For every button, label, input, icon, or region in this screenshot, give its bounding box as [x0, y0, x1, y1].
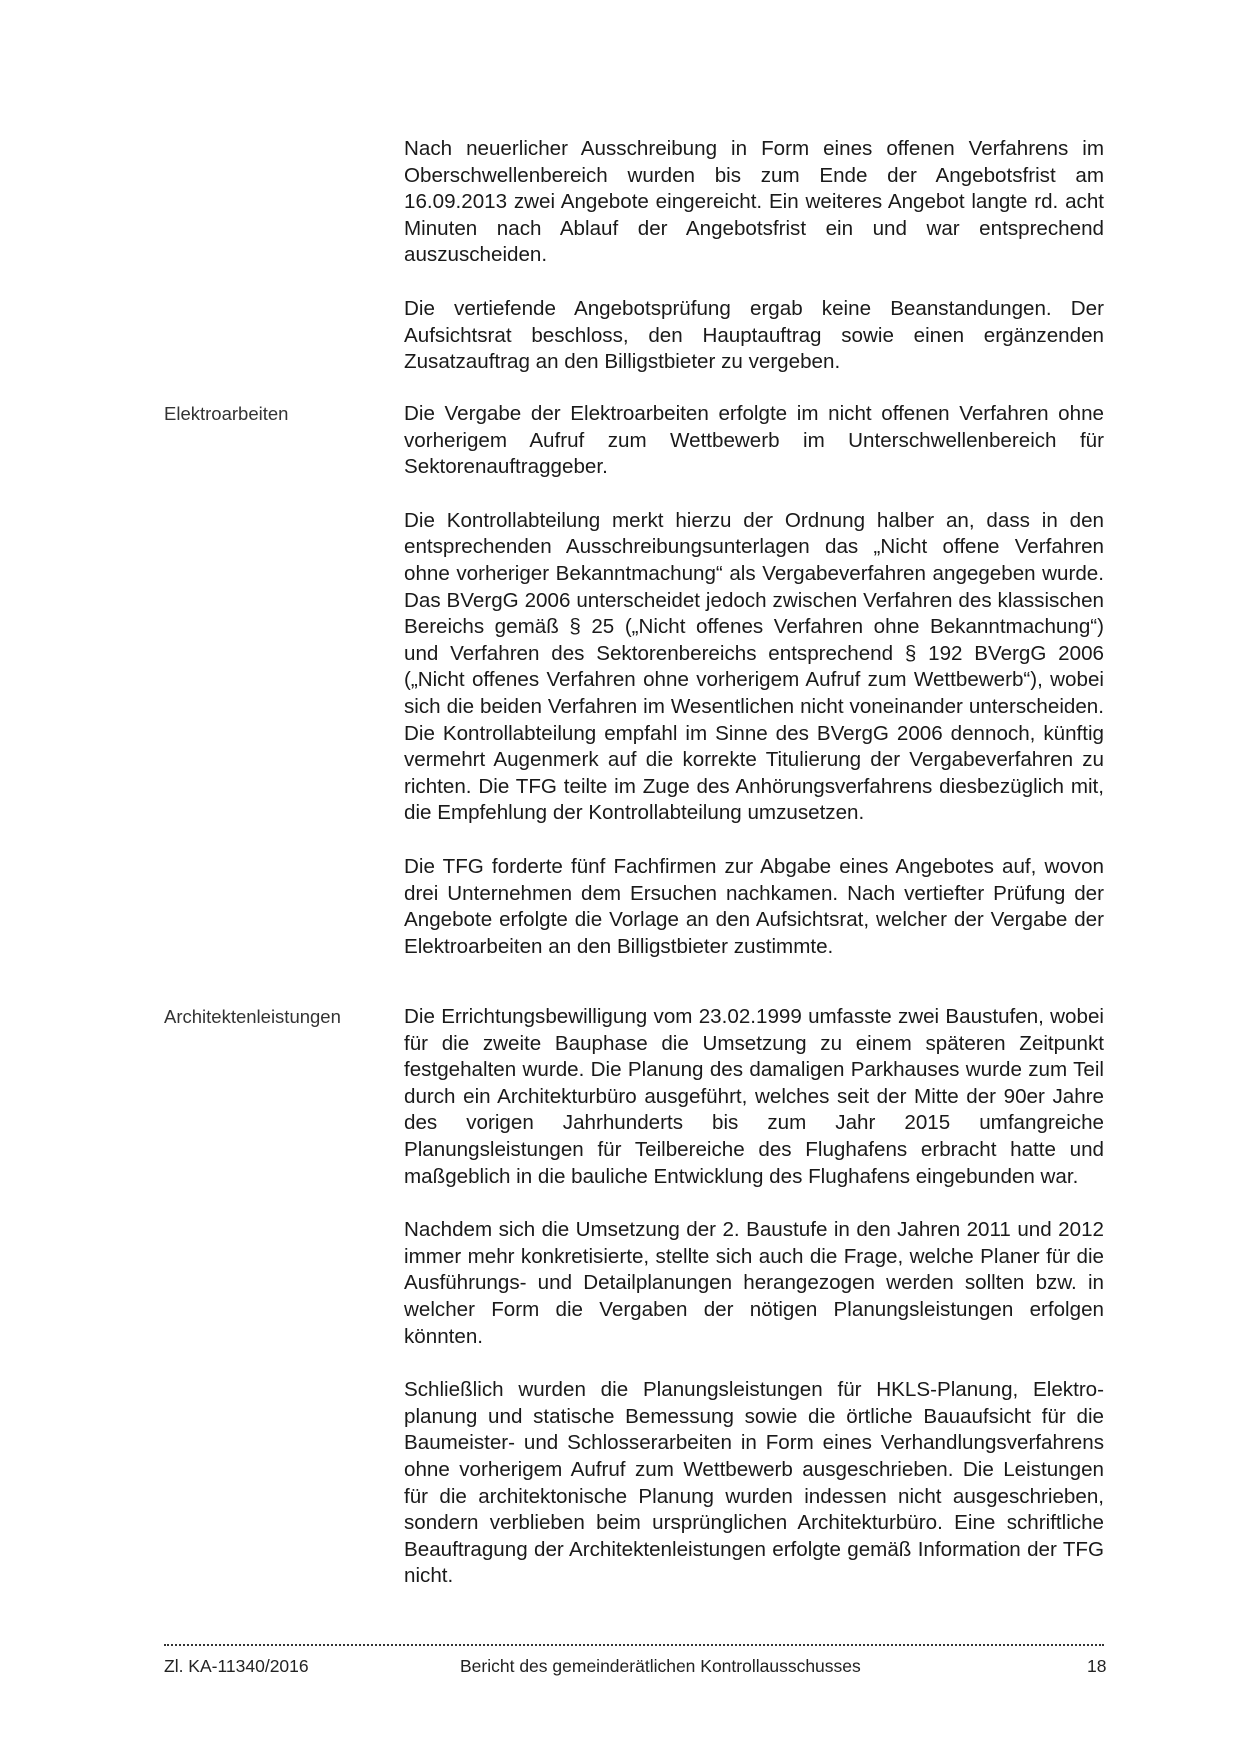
paragraph: Die TFG forderte fünf Fachfirmen zur Abgabe eines Angebotes auf, wovon drei Unternehmen dem Ersuchen nachkamen. Nach vertiefter Prüfung der Angebote erfolgte die Vorlage an den Aufsichtsrat, welcher der Vergabe der Elektroarbeiten an den Billigstbieter zustimmte.: [404, 854, 1104, 958]
paragraph: Die Errichtungsbewilligung vom 23.02.1999 umfasste zwei Baustufen, wobei für die zweite Bauphase die Umsetzung zu einem späteren Zeitpunkt festgehalten wurde. Die Planung des damaligen Parkhauses wurde zum Teil durch ein Architekturbüro ausgeführt, welches seit der Mitte der 90er Jahre des vorigen Jahrhunderts bis zum Jahr 2015 umfangreiche Planungsleistungen für Teilbereiche des Flughafens erbracht hatte und maßgeblich in die bauliche Entwicklung des Flughafens eingebunden war.: [404, 1005, 1104, 1188]
paragraph: Die Kontrollabteilung merkt hierzu der Ordnung halber an, dass in den entsprechenden Ausschreibungsunterlagen das „Nicht offene Verfahren ohne vorheriger Bekanntmachung“ als Vergabeverfahren angegeben wurde. Das BVergG 2006 unterscheidet jedoch zwischen Verfahren des klassischen Bereichs gemäß § 25 („Nicht offenes Verfahren ohne Bekanntmachung“) und Verfahren des Sektorenbereichs entsprechend § 192 BVergG 2006 („Nicht offenes Verfahren ohne vorherigem Aufruf zum Wettbewerb“), wobei sich die beiden Verfahren im Wesentlichen nicht voneinander unterscheiden. Die Kontrollabteilung empfahl im Sinne des BVergG 2006 dennoch, künftig vermehrt Augenmerk auf die korrekte Titulierung der Vergabeverfahren zu richten. Die TFG teilte im Zuge des Anhörungsverfahrens diesbezüglich mit, die Empfehlung der Kontrollabteilung umzusetzen.: [404, 508, 1104, 825]
margin-heading: Architektenleistungen: [164, 1006, 341, 1027]
footer-divider: [164, 1644, 1104, 1646]
paragraph: Schließlich wurden die Planungsleistungen für HKLS-Planung, Elektroplanung und statische Bemessung sowie die örtliche Bauaufsicht für die Baumeister- und Schlosserarbeiten in Form eines Verhandlungsverfahrens ohne vorherigem Aufruf zum Wettbewerb ausgeschrieben. Die Leistungen für die architektonische Planung wurden indessen nicht ausgeschrieben, sondern verblieben beim ursprünglichen Architekturbüro. Eine schriftliche Beauftragung der Architektenleistungen erfolgte gemäß Information der TFG nicht.: [404, 1378, 1104, 1588]
paragraph: Die Vergabe der Elektroarbeiten erfolgte im nicht offenen Verfahren ohne vorherigem Aufruf zum Wettbewerb im Unterschwellenbereich für Sektorenauftraggeber.: [404, 402, 1104, 479]
page-number: 18: [1087, 1656, 1107, 1676]
section-body: [404, 136, 1104, 376]
paragraph: Die vertiefende Angebotsprüfung ergab keine Beanstandungen. Der Aufsichtsrat beschloss, den Hauptauftrag sowie einen ergänzenden Zusatzauftrag an den Billigstbieter zu vergeben.: [404, 296, 1104, 374]
document-reference: Zl. KA-11340/2016: [164, 1656, 309, 1676]
margin-heading: Elektroarbeiten: [164, 403, 289, 424]
section-body: [404, 401, 1104, 960]
section-body: [404, 1004, 1104, 1590]
footer-title: Bericht des gemeinderätlichen Kontrollausschusses: [460, 1656, 861, 1676]
paragraph: Nachdem sich die Umsetzung der 2. Baustufe in den Jahren 2011 und 2012 immer mehr konkretisierte, stellte sich auch die Frage, welche Planer für die Ausführungs- und Detailplanungen herangezogen werden sollten bzw. in welcher Form die Vergaben der nötigen Planungsleistungen erfolgen könnten.: [404, 1218, 1104, 1348]
paragraph: Nach neuerlicher Ausschreibung in Form eines offenen Verfahrens im Oberschwellenbereich wurden bis zum Ende der Angebotsfrist am 16.09.2013 zwei Angebote eingereicht. Ein weiteres Angebot langte rd. acht Minuten nach Ablauf der Angebotsfrist ein und war entsprechend auszuscheiden.: [404, 137, 1104, 267]
